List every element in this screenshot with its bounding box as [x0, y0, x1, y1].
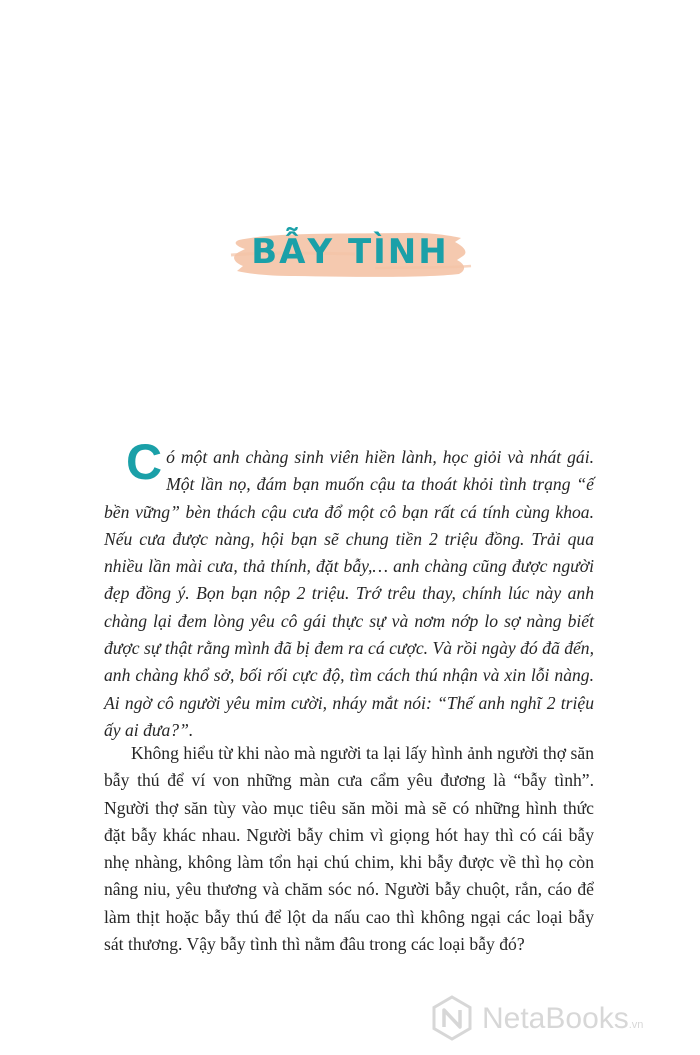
- chapter-title-block: [225, 222, 475, 286]
- watermark-text: [482, 1002, 643, 1042]
- netabooks-watermark: [428, 994, 694, 1046]
- body-paragraph: Không hiểu từ khi nào mà người ta lại lấy hình ảnh người thợ săn bẫy thú để ví von những màn cưa cẩm yêu đương là “bẫy tình”. Người thợ săn tùy vào mục tiêu săn mồi mà sẽ có những hình thức đặt bẫy khác nhau. Người bẫy chim vì giọng hót hay thì có cái bẫy nhẹ nhàng, không làm tổn hại chú chim, khi bẫy được về thì họ còn nâng niu, yêu thương và chăm sóc nó. Người bẫy chuột, rắn, cáo để làm thịt hoặc bẫy thú để lột da nấu cao thì không ngại các loại bẫy sát thương. Vậy bẫy tình thì nằm đâu trong các loại bẫy đó?: [104, 743, 594, 955]
- chapter-title: BẪY TÌNH: [251, 232, 449, 272]
- watermark-suffix: .vn: [628, 1019, 644, 1031]
- opening-paragraph-text: ó một anh chàng sinh viên hiền lành, học giỏi và nhát gái. Một lần nọ, đám bạn muốn cậu ta thoát khỏi tình trạng “ế bền vững” bèn thách cậu cưa đổ một cô bạn rất cá tính cùng khoa. Nếu cưa được nàng, hội bạn sẽ chung tiền 2 triệu đồng. Trải qua nhiều lần mài cưa, thả thính, đặt bẫy,… anh chàng cũng được người đẹp đồng ý. Bọn bạn nộp 2 triệu. Trớ trêu thay, chính lúc này anh chàng lại đem lòng yêu cô gái thực sự và nơm nớp lo sợ nàng biết được sự thật rằng mình đã bị đem ra cá cược. Và rồi ngày đó đã đến, anh chàng khổ sở, bối rối cực độ, tìm cách thú nhận và xin lỗi nàng. Ai ngờ cô người yêu mỉm cười, nháy mắt nói: “Thế anh nghĩ 2 triệu ấy ai đưa?”.: [104, 447, 594, 740]
- opening-paragraph: [104, 434, 594, 744]
- netabooks-logo-icon: [428, 994, 476, 1042]
- drop-cap-letter: C: [126, 434, 163, 490]
- watermark-brand: NetaBooks: [482, 1002, 629, 1035]
